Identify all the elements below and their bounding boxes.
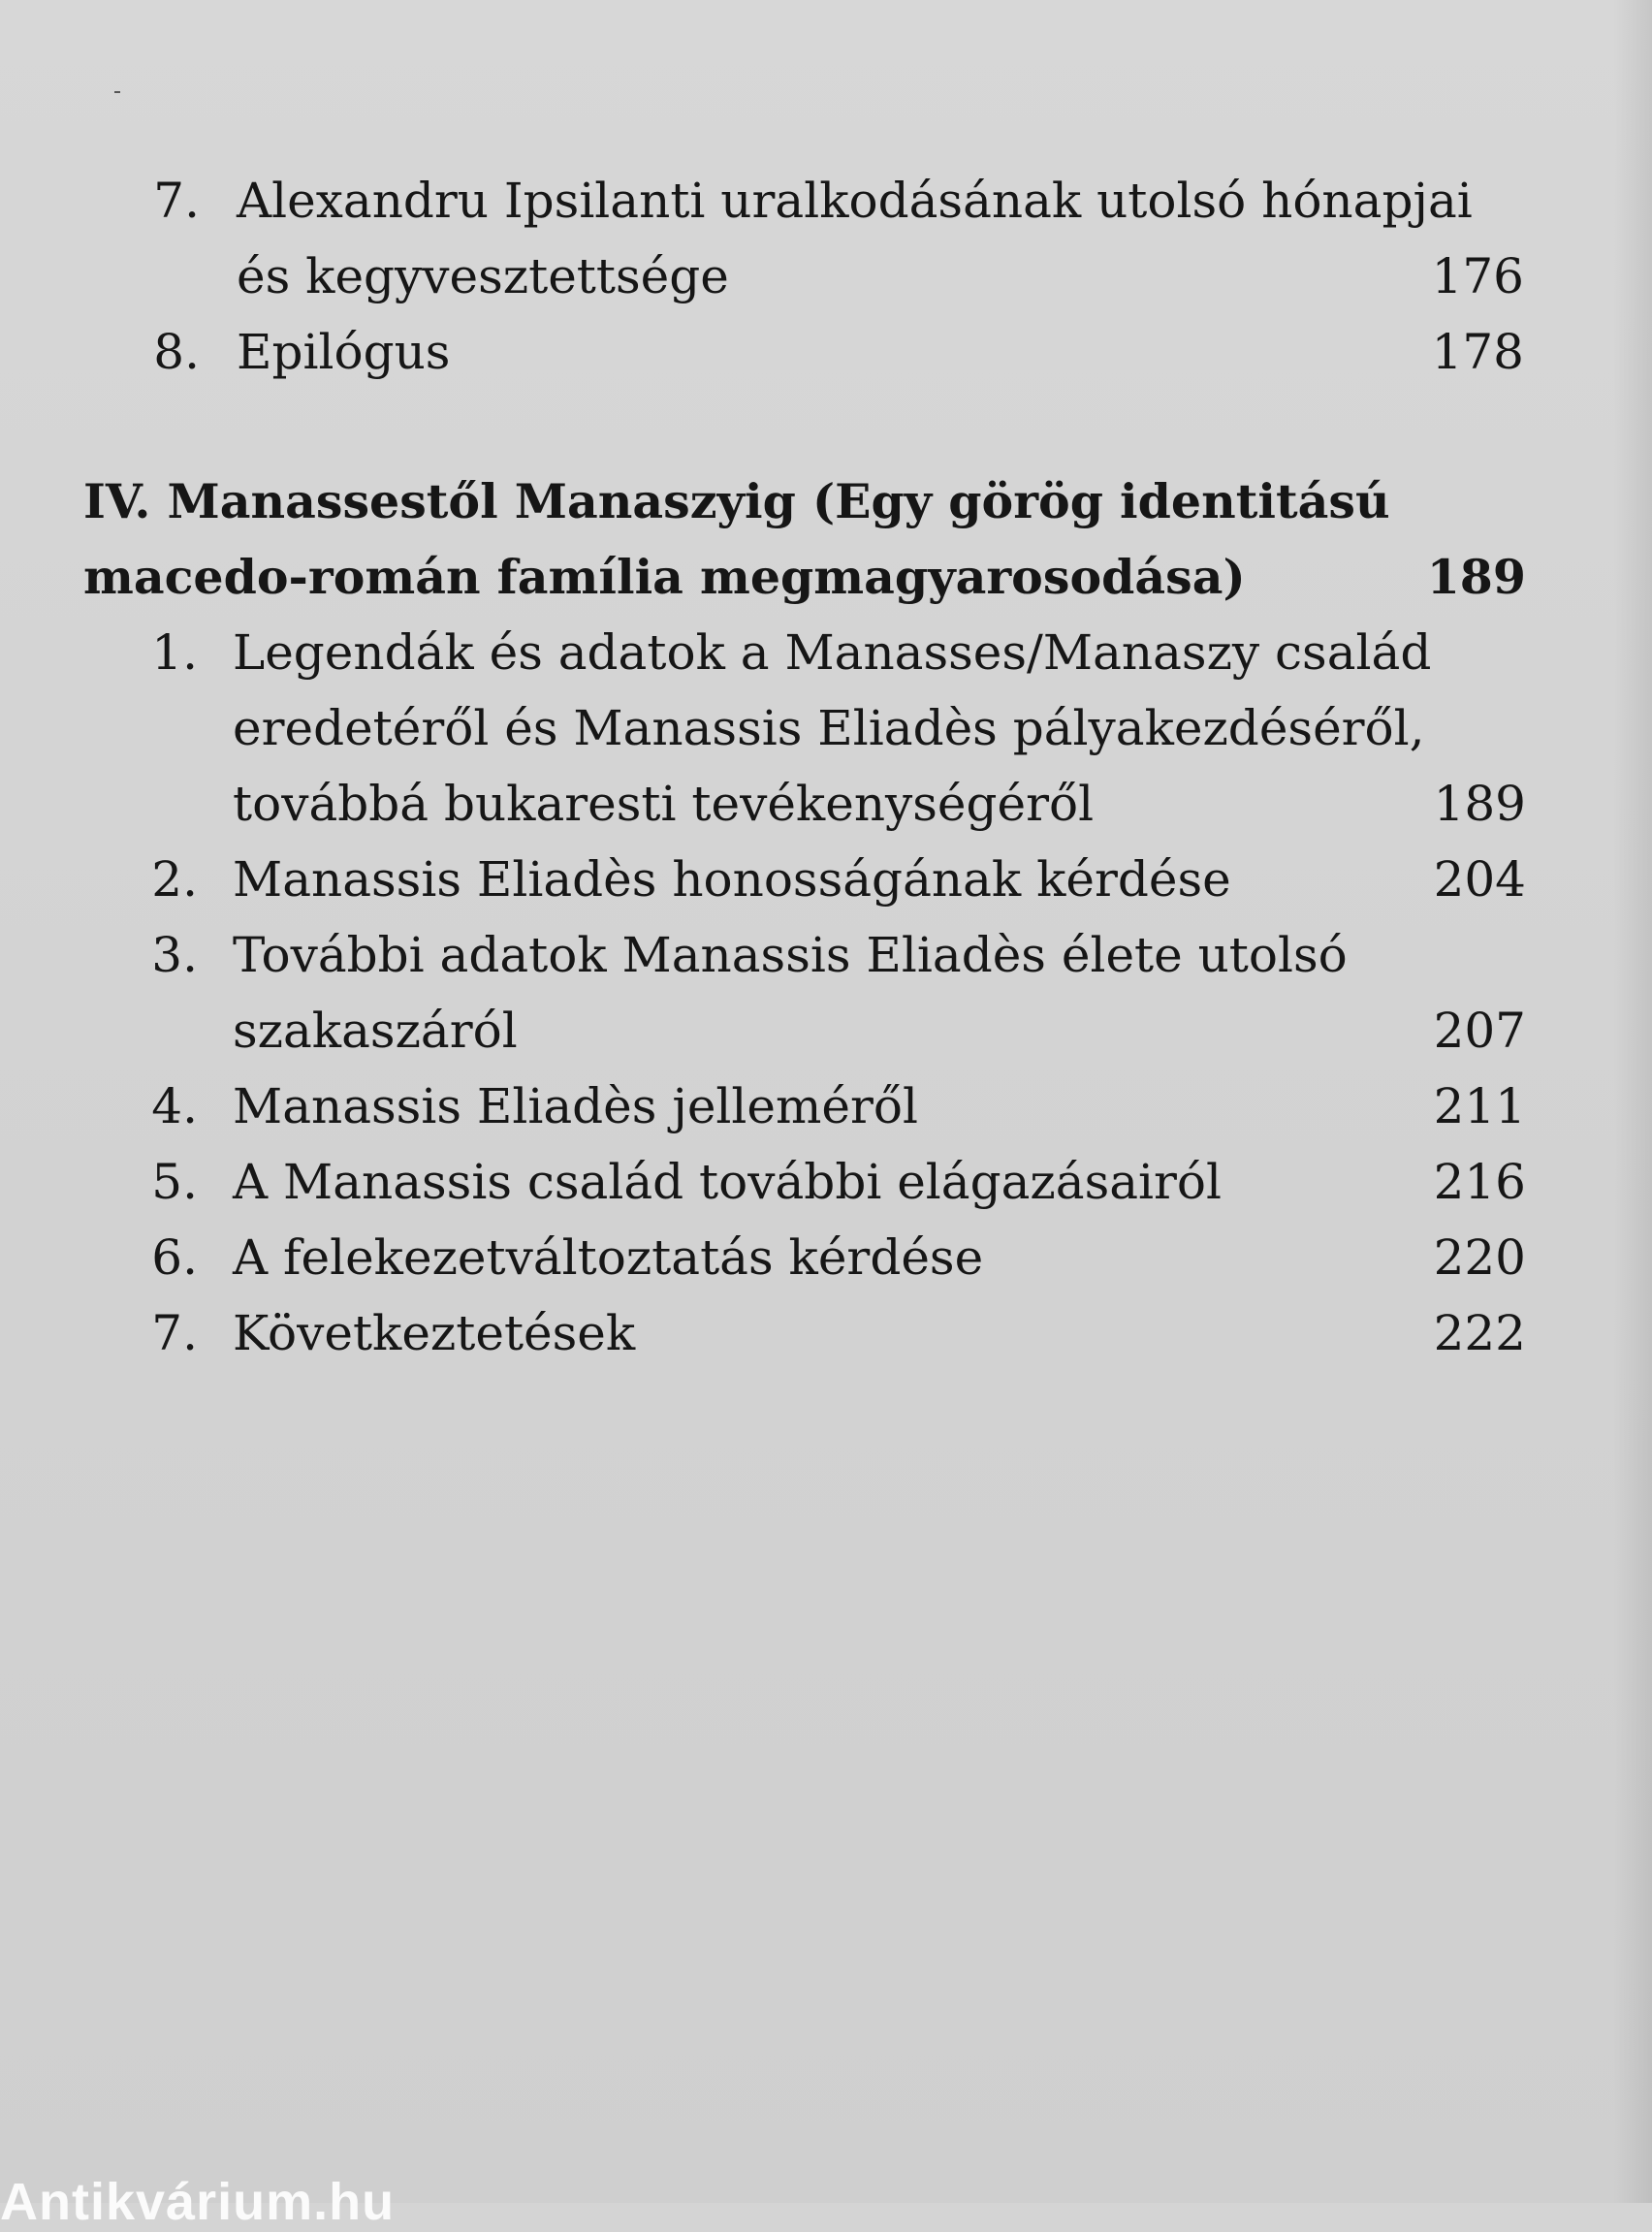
toc-entry-title: Manassis Eliadès honosságának kérdése [233, 851, 1231, 908]
toc-entry-title: szakaszáról [233, 1003, 518, 1059]
toc-entry-number: 7. [151, 1305, 198, 1361]
toc-entry-page: 222 [1433, 1305, 1526, 1361]
toc-entry-page: 178 [1431, 324, 1524, 380]
toc-entry-title: Manassis Eliadès jelleméről [233, 1078, 918, 1134]
toc-entry-number: 6. [151, 1229, 198, 1286]
print-speck [114, 91, 120, 93]
toc-entry-title: továbbá bukaresti tevékenységéről [233, 776, 1095, 832]
toc-entry-page: 207 [1433, 1003, 1526, 1059]
watermark-logo: Antikvárium.hu [0, 2173, 396, 2231]
toc-entry-title: Legendák és adatok a Manasses/Manaszy család [233, 624, 1432, 681]
toc-entry-number: 7. [153, 173, 200, 229]
toc-entry-number: 5. [151, 1154, 198, 1210]
section-page: 189 [1426, 549, 1526, 605]
section-title: IV. Manassestől Manaszyig (Egy görög identitású [83, 473, 1390, 529]
toc-entry-number: 2. [151, 851, 198, 908]
toc-entry-page: 216 [1433, 1154, 1526, 1210]
toc-entry-title: eredetéről és Manassis Eliadès pályakezdéséről, [233, 700, 1425, 756]
section-title: macedo-román família megmagyarosodása) [83, 549, 1246, 605]
toc-entry-title: További adatok Manassis Eliadès élete utolsó [233, 927, 1348, 983]
toc-entry-page: 211 [1433, 1078, 1526, 1134]
toc-entry-title: Következtetések [233, 1305, 636, 1361]
toc-entry-page: 176 [1431, 248, 1524, 304]
toc-entry-title: A Manassis család további elágazásairól [233, 1154, 1223, 1210]
toc-entry-title: A felekezetváltoztatás kérdése [233, 1229, 984, 1286]
toc-entry-number: 3. [151, 927, 198, 983]
toc-entry-number: 4. [151, 1078, 198, 1134]
toc-entry-title: Alexandru Ipsilanti uralkodásának utolsó hónapjai [237, 173, 1473, 229]
toc-entry-page: 204 [1433, 851, 1526, 908]
toc-entry-title: Epilógus [237, 324, 451, 380]
toc-entry-number: 1. [151, 624, 198, 681]
toc-entry-page: 189 [1433, 776, 1526, 832]
toc-entry-number: 8. [153, 324, 200, 380]
toc-entry-title: és kegyvesztettsége [237, 248, 729, 304]
toc-entry-page: 220 [1433, 1229, 1526, 1286]
